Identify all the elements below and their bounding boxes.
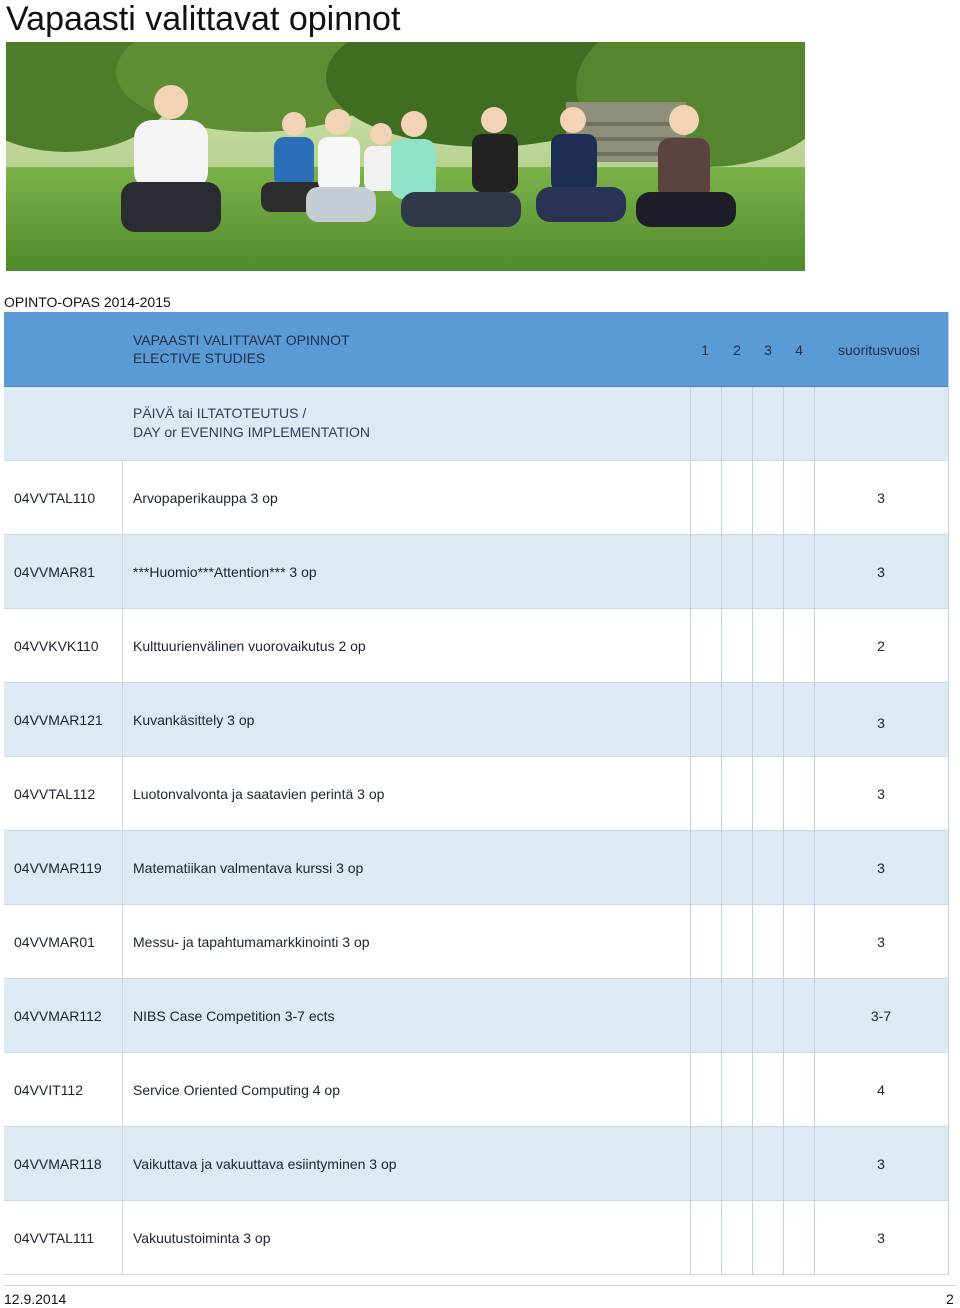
course-code: 04VVMAR112	[14, 1008, 102, 1024]
completion-year-header: suoritusvuosi	[838, 342, 920, 358]
column-divider	[752, 387, 753, 1275]
course-name: Vaikuttava ja vakuuttava esiintyminen 3 op	[133, 1156, 397, 1172]
implementation-label	[133, 404, 370, 442]
table-row	[4, 609, 949, 683]
column-divider	[948, 312, 949, 1275]
course-name: Kuvankäsittely 3 op	[133, 712, 255, 728]
course-name: Messu- ja tapahtumamarkkinointi 3 op	[133, 934, 370, 950]
course-year: 3	[877, 786, 885, 802]
column-divider	[721, 387, 722, 1275]
course-year: 4	[877, 1082, 885, 1098]
course-code: 04VVKVK110	[14, 638, 99, 654]
table-header	[4, 312, 949, 387]
page-number: 2	[946, 1291, 954, 1307]
course-year: 3	[877, 715, 885, 731]
course-code: 04VVMAR81	[14, 564, 95, 580]
course-code: 04VVMAR121	[14, 712, 103, 728]
course-year: 3	[877, 1230, 885, 1246]
table-row	[4, 1053, 949, 1127]
table-row	[4, 1201, 949, 1275]
table-row	[4, 683, 949, 757]
course-name: Arvopaperikauppa 3 op	[133, 490, 278, 506]
course-code: 04VVTAL112	[14, 786, 96, 802]
table-row	[4, 1127, 949, 1201]
implementation-row	[4, 387, 949, 461]
year-1-header: 1	[701, 342, 709, 358]
table-title-fi: VAPAASTI VALITTAVAT OPINNOT	[133, 332, 350, 348]
course-name: Kulttuurienvälinen vuorovaikutus 2 op	[133, 638, 366, 654]
course-name: Vakuutustoiminta 3 op	[133, 1230, 271, 1246]
course-name: NIBS Case Competition 3-7 ects	[133, 1008, 335, 1024]
course-code: 04VVTAL111	[14, 1230, 95, 1246]
table-row	[4, 757, 949, 831]
implementation-label-en: DAY or EVENING IMPLEMENTATION	[133, 424, 371, 440]
footer-date: 12.9.2014	[4, 1291, 67, 1307]
year-4-header: 4	[795, 342, 803, 358]
implementation-label-fi: PÄIVÄ tai ILTATOTEUTUS /	[133, 405, 307, 421]
page-title: Vapaasti valittavat opinnot	[6, 0, 401, 38]
table-row	[4, 535, 949, 609]
guide-label: OPINTO-OPAS 2014-2015	[4, 294, 171, 310]
table-title	[133, 331, 350, 367]
course-year: 2	[877, 638, 885, 654]
course-code: 04VVIT112	[14, 1082, 84, 1098]
table-row	[4, 461, 949, 535]
course-code: 04VVMAR01	[14, 934, 95, 950]
year-2-header: 2	[733, 342, 741, 358]
table-row	[4, 905, 949, 979]
table-row	[4, 831, 949, 905]
column-divider	[783, 387, 784, 1275]
courses-table	[4, 312, 949, 1275]
course-year: 3	[877, 1156, 885, 1172]
course-name: Matematiikan valmentava kurssi 3 op	[133, 860, 364, 876]
students-photo-icon	[6, 42, 805, 271]
table-row	[4, 979, 949, 1053]
hero-image	[6, 42, 805, 271]
course-code: 04VVMAR118	[14, 1156, 102, 1172]
year-3-header: 3	[764, 342, 772, 358]
course-year: 3	[877, 860, 885, 876]
course-year: 3	[877, 564, 885, 580]
course-code: 04VVTAL110	[14, 490, 96, 506]
course-year: 3	[877, 934, 885, 950]
column-divider	[122, 461, 123, 1275]
course-name: Service Oriented Computing 4 op	[133, 1082, 340, 1098]
footer-divider	[4, 1285, 956, 1286]
course-name: Luotonvalvonta ja saatavien perintä 3 op	[133, 786, 385, 802]
course-year: 3-7	[870, 1008, 892, 1024]
column-divider	[814, 387, 815, 1275]
column-divider	[690, 387, 691, 1275]
course-name: ***Huomio***Attention*** 3 op	[133, 564, 317, 580]
table-title-en: ELECTIVE STUDIES	[133, 350, 266, 366]
course-code: 04VVMAR119	[14, 860, 102, 876]
course-year: 3	[877, 490, 885, 506]
